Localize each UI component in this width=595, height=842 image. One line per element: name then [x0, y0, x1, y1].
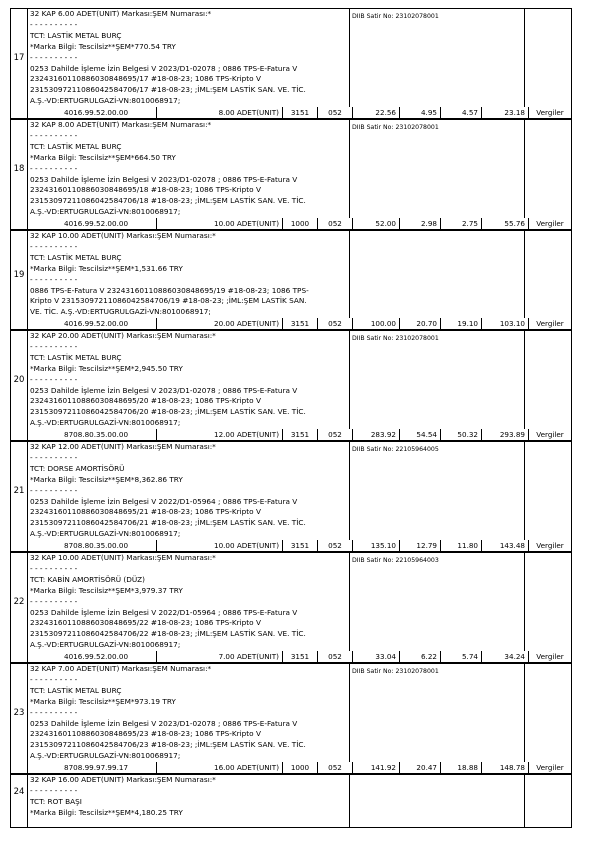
value-1: 52.00 [353, 218, 400, 229]
item-block-17 [10, 8, 572, 120]
item-description: 32 KAP 7.00 ADET(UNIT) Markası:ŞEM Numarası:* - - - - - - - - - - TCT: LASTİK METAL BURÇ *Marka Bilgi: Tescilsiz**ŞEM*973.19 TRY - - - - - - - - - - 0253 Dahilde İşleme İzin Belgesi V 2023/D1-02078 ; 0886 TPS-E-Fatura V 23243160110886030848695/23 #18-08-23; 1086 TPS-Kripto V 23153097211086042584706/23 #18-08-23; ;İML:ŞEM LASTİK SAN. VE. TİC. A.Ş.-VD:ERTUGRULGAZİ-VN:8010068917; [28, 664, 350, 762]
gtip-code: 4016.99.52.00.00 [28, 318, 157, 329]
quantity: 10.00 ADET(UNIT) [157, 540, 283, 551]
diib-reference: DIIB Satir No: 23102078001 [350, 9, 525, 107]
item-number: 21 [11, 442, 28, 540]
code-1: 3151 [283, 429, 318, 440]
gtip-code: 8708.99.97.99.17 [28, 762, 157, 773]
value-2: 6.22 [400, 651, 441, 662]
value-4: 23.18 [482, 107, 529, 118]
item-number: 17 [11, 9, 28, 107]
value-4: 293.89 [482, 429, 529, 440]
value-1: 283.92 [353, 429, 400, 440]
taxes-label: Vergiler [536, 319, 564, 328]
quantity: 16.00 ADET(UNIT) [157, 762, 283, 773]
value-3: 4.57 [441, 107, 482, 118]
gtip-code: 8708.80.35.00.00 [28, 540, 157, 551]
value-2: 20.70 [400, 318, 441, 329]
declaration-table [10, 8, 572, 828]
value-4: 103.10 [482, 318, 529, 329]
code-2: 052 [318, 429, 353, 440]
item-number: 19 [11, 231, 28, 318]
value-1: 135.10 [353, 540, 400, 551]
taxes-label: Vergiler [536, 541, 564, 550]
item-block-20 [10, 331, 572, 442]
code-2: 052 [318, 218, 353, 229]
value-4: 34.24 [482, 651, 529, 662]
tariff-line [11, 651, 571, 663]
code-1: 1000 [283, 762, 318, 773]
value-1: 33.04 [353, 651, 400, 662]
value-2: 12.79 [400, 540, 441, 551]
item-block-19 [10, 231, 572, 331]
value-3: 19.10 [441, 318, 482, 329]
item-block-18 [10, 120, 572, 231]
value-4: 143.48 [482, 540, 529, 551]
diib-reference [350, 775, 525, 827]
quantity: 20.00 ADET(UNIT) [157, 318, 283, 329]
value-1: 22.56 [353, 107, 400, 118]
value-3: 11.80 [441, 540, 482, 551]
gtip-code: 4016.99.52.00.00 [28, 651, 157, 662]
item-number: 20 [11, 331, 28, 429]
quantity: 10.00 ADET(UNIT) [157, 218, 283, 229]
item-description: 32 KAP 12.00 ADET(UNIT) Markası:ŞEM Numarası:* - - - - - - - - - - TCT: DORSE AMORTİSÖRÜ *Marka Bilgi: Tescilsiz**ŞEM*8,362.86 TRY - - - - - - - - - - 0253 Dahilde İşleme İzin Belgesi V 2022/D1-05964 ; 0886 TPS-E-Fatura V 23243160110886030848695/21 #18-08-23; 1086 TPS-Kripto V 23153097211086042584706/21 #18-08-23; ;İML:ŞEM LASTİK SAN. VE. TİC. A.Ş.-VD:ERTUGRULGAZİ-VN:8010068917; [28, 442, 350, 540]
value-2: 20.47 [400, 762, 441, 773]
value-3: 2.75 [441, 218, 482, 229]
taxes-label: Vergiler [536, 430, 564, 439]
code-1: 3151 [283, 107, 318, 118]
item-description: 32 KAP 10.00 ADET(UNIT) Markası:ŞEM Numarası:* - - - - - - - - - - TCT: LASTİK METAL BURÇ *Marka Bilgi: Tescilsiz**ŞEM*1,531.66 TRY - - - - - - - - - - 0886 TPS-E-Fatura V 23243160110886030848695/19 #18-08-23; 1086 TPS- Kripto V 23153097211086042584706/19 #18-08-23; ;İML:ŞEM LASTİK SAN. VE. TİC. A.Ş.-VD:ERTUGRULGAZİ-VN:8010068917; [28, 231, 350, 318]
code-2: 052 [318, 651, 353, 662]
tariff-line [11, 762, 571, 774]
tariff-line [11, 318, 571, 330]
value-1: 141.92 [353, 762, 400, 773]
gtip-code: 4016.99.52.00.00 [28, 107, 157, 118]
value-4: 55.76 [482, 218, 529, 229]
gtip-code: 4016.99.52.00.00 [28, 218, 157, 229]
item-description: 32 KAP 6.00 ADET(UNIT) Markası:ŞEM Numarası:* - - - - - - - - - - TCT: LASTİK METAL BURÇ *Marka Bilgi: Tescilsiz**ŞEM*770.54 TRY - - - - - - - - - - 0253 Dahilde İşleme İzin Belgesi V 2023/D1-02078 ; 0886 TPS-E-Fatura V 23243160110886030848695/17 #18-08-23; 1086 TPS-Kripto V 23153097211086042584706/17 #18-08-23; ;İML:ŞEM LASTİK SAN. VE. TİC. A.Ş.-VD:ERTUGRULGAZİ-VN:8010068917; [28, 9, 350, 107]
item-block-23 [10, 664, 572, 775]
taxes-label: Vergiler [536, 652, 564, 661]
quantity: 8.00 ADET(UNIT) [157, 107, 283, 118]
diib-reference: DIIB Satir No: 22105964005 [350, 442, 525, 540]
diib-reference: DIIB Satir No: 23102078001 [350, 120, 525, 218]
tariff-line [11, 107, 571, 119]
value-1: 100.00 [353, 318, 400, 329]
diib-reference: DIIB Satir No: 23102078001 [350, 331, 525, 429]
quantity: 7.00 ADET(UNIT) [157, 651, 283, 662]
item-description: 32 KAP 16.00 ADET(UNIT) Markası:ŞEM Numarası:* - - - - - - - - - - TCT: ROT BAŞI *Marka Bilgi: Tescilsiz**ŞEM*4,180.25 TRY [28, 775, 350, 827]
item-description: 32 KAP 8.00 ADET(UNIT) Markası:ŞEM Numarası:* - - - - - - - - - - TCT: LASTİK METAL BURÇ *Marka Bilgi: Tescilsiz**ŞEM*664.50 TRY - - - - - - - - - - 0253 Dahilde İşleme İzin Belgesi V 2023/D1-02078 ; 0886 TPS-E-Fatura V 23243160110886030848695/18 #18-08-23; 1086 TPS-Kripto V 23153097211086042584706/18 #18-08-23; ;İML:ŞEM LASTİK SAN. VE. TİC. A.Ş.-VD:ERTUGRULGAZİ-VN:8010068917; [28, 120, 350, 218]
item-block-22 [10, 553, 572, 664]
code-2: 052 [318, 107, 353, 118]
taxes-label: Vergiler [536, 219, 564, 228]
diib-reference [350, 231, 525, 318]
item-description: 32 KAP 20.00 ADET(UNIT) Markası:ŞEM Numarası:* - - - - - - - - - - TCT: LASTİK METAL BURÇ *Marka Bilgi: Tescilsiz**ŞEM*2,945.50 TRY - - - - - - - - - - 0253 Dahilde İşleme İzin Belgesi V 2023/D1-02078 ; 0886 TPS-E-Fatura V 23243160110886030848695/20 #18-08-23; 1086 TPS-Kripto V 23153097211086042584706/20 #18-08-23; ;İML:ŞEM LASTİK SAN. VE. TİC. A.Ş.-VD:ERTUGRULGAZİ-VN:8010068917; [28, 331, 350, 429]
code-2: 052 [318, 540, 353, 551]
item-block-24 [10, 775, 572, 828]
code-1: 3151 [283, 318, 318, 329]
value-2: 54.54 [400, 429, 441, 440]
diib-reference: DIIB Satir No: 23102078001 [350, 664, 525, 762]
gtip-code: 8708.80.35.00.00 [28, 429, 157, 440]
diib-reference: DIIB Satir No: 22105964003 [350, 553, 525, 651]
taxes-label: Vergiler [536, 108, 564, 117]
taxes-label: Vergiler [536, 763, 564, 772]
quantity: 12.00 ADET(UNIT) [157, 429, 283, 440]
item-number: 23 [11, 664, 28, 762]
value-3: 18.88 [441, 762, 482, 773]
value-3: 5.74 [441, 651, 482, 662]
item-number: 22 [11, 553, 28, 651]
item-number: 24 [11, 775, 28, 827]
tariff-line [11, 218, 571, 230]
code-1: 1000 [283, 218, 318, 229]
value-4: 148.78 [482, 762, 529, 773]
tariff-line [11, 540, 571, 552]
item-number: 18 [11, 120, 28, 218]
value-3: 50.32 [441, 429, 482, 440]
code-2: 052 [318, 318, 353, 329]
code-1: 3151 [283, 651, 318, 662]
code-1: 3151 [283, 540, 318, 551]
value-2: 4.95 [400, 107, 441, 118]
item-block-21 [10, 442, 572, 553]
item-description: 32 KAP 10.00 ADET(UNIT) Markası:ŞEM Numarası:* - - - - - - - - - - TCT: KABİN AMORTİSÖRÜ (DÜZ) *Marka Bilgi: Tescilsiz**ŞEM*3,979.37 TRY - - - - - - - - - - 0253 Dahilde İşleme İzin Belgesi V 2022/D1-05964 ; 0886 TPS-E-Fatura V 23243160110886030848695/22 #18-08-23; 1086 TPS-Kripto V 23153097211086042584706/22 #18-08-23; ;İML:ŞEM LASTİK SAN. VE. TİC. A.Ş.-VD:ERTUGRULGAZİ-VN:8010068917; [28, 553, 350, 651]
code-2: 052 [318, 762, 353, 773]
value-2: 2.98 [400, 218, 441, 229]
tariff-line [11, 429, 571, 441]
